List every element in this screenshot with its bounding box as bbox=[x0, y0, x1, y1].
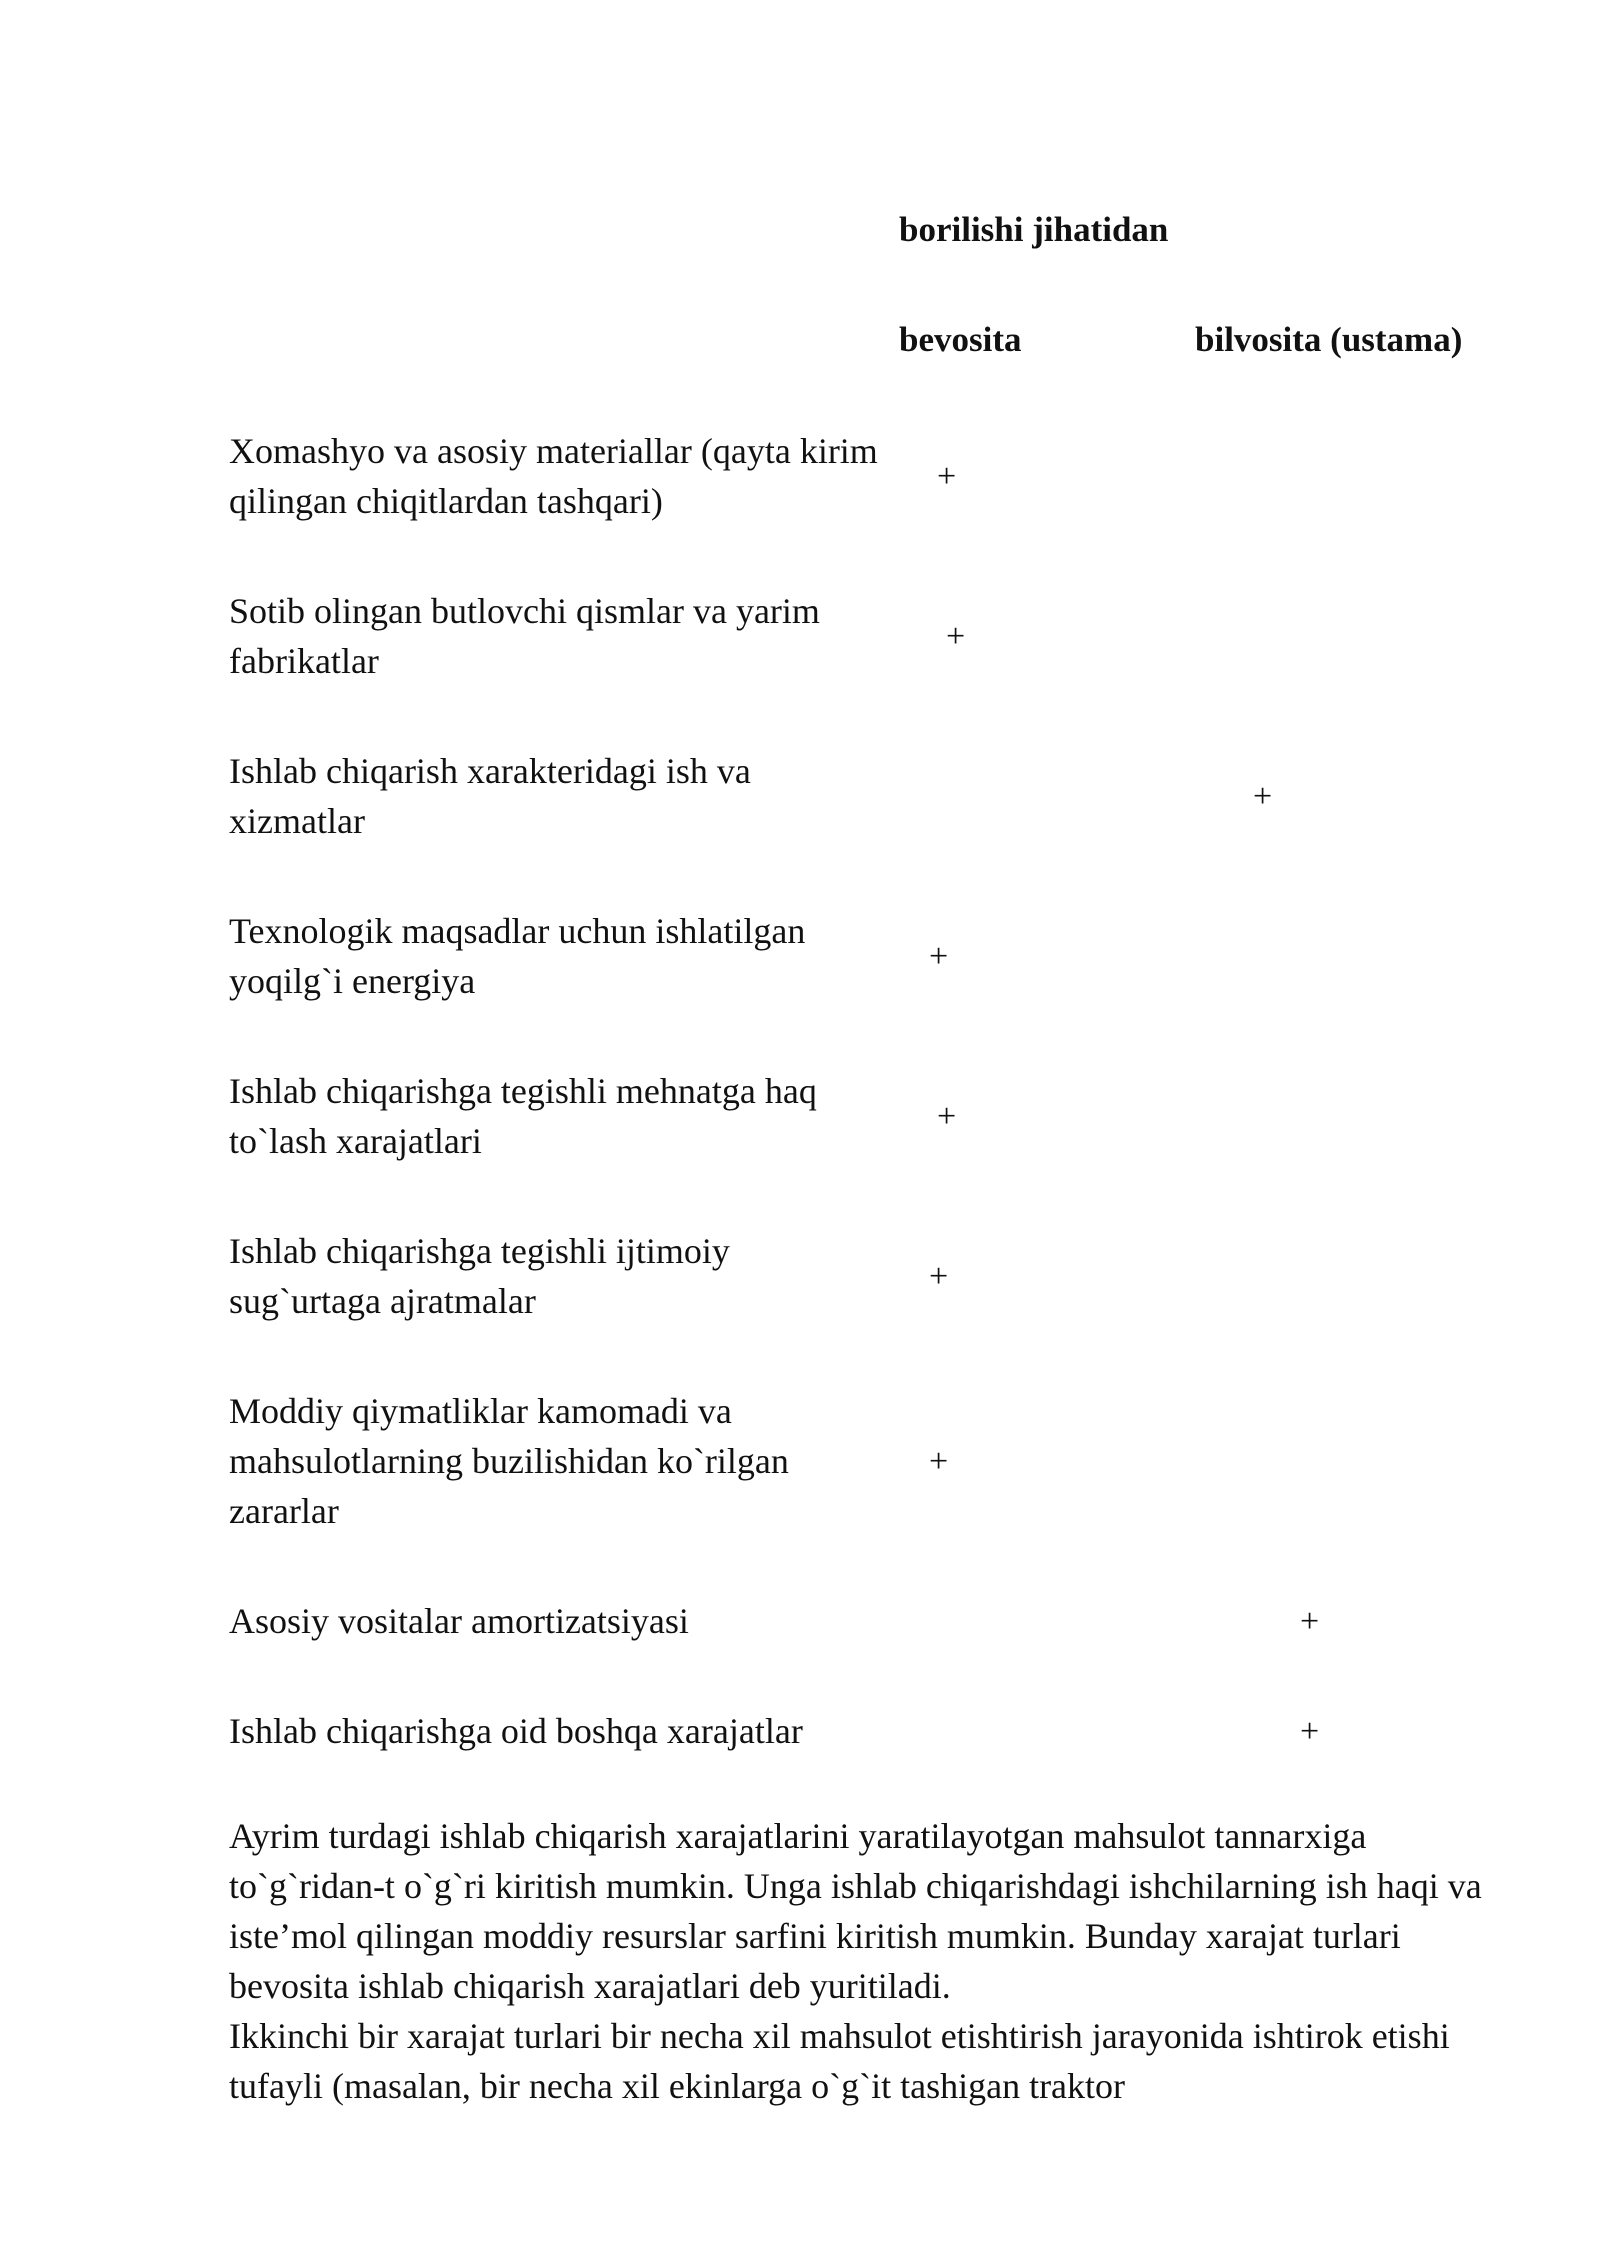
table-row-label: Sotib olingan butlovchi qismlar va yarim fabrikatlar bbox=[229, 591, 820, 681]
table-row-indirect-mark: + bbox=[1300, 1713, 1320, 1750]
table-row-label: Texnologik maqsadlar uchun ishlatilgan yoqilg`i energiya bbox=[229, 911, 806, 1001]
table-row-label: Asosiy vositalar amortizatsiyasi bbox=[229, 1601, 689, 1641]
table-row-label: Ishlab chiqarishga tegishli ijtimoiy sug`urtaga ajratmalar bbox=[229, 1231, 730, 1321]
table-row-direct-mark: + bbox=[937, 1098, 957, 1135]
table-row-direct-mark: + bbox=[929, 1258, 949, 1295]
table-row-direct-mark: + bbox=[929, 1443, 949, 1480]
table-row-direct-mark: + bbox=[937, 458, 957, 495]
table-row-direct-mark: + bbox=[946, 618, 966, 655]
table-row-indirect-mark: + bbox=[1300, 1603, 1320, 1640]
body-paragraph: Ikkinchi bir xarajat turlari bir necha xil mahsulot etishtirish jarayonida ishtirok etishi tufayli (masalan, bir necha xil ekinlarga o`g`it tashigan traktor bbox=[229, 2016, 1450, 2106]
table-row-direct-mark: + bbox=[929, 938, 949, 975]
table-row-label: Xomashyo va asosiy materiallar (qayta kirim qilingan chiqitlardan tashqari) bbox=[229, 431, 878, 521]
table-row-label: Ishlab chiqarish xarakteridagi ish va xizmatlar bbox=[229, 751, 751, 841]
body-paragraph: Ayrim turdagi ishlab chiqarish xarajatlarini yaratilayotgan mahsulot tannarxiga to`g`ridan-t o`g`ri kiritish mumkin. Unga ishlab chiqarishdagi ishchilarning ish haqi va iste’mol qilingan moddiy resurslar sarfini kiritish mumkin. Bunday xarajat turlari bevosita ishlab chiqarish xarajatlari deb yuritiladi. bbox=[229, 1816, 1482, 2006]
group-header: borilishi jihatidan bbox=[899, 210, 1169, 249]
table-row-label: Ishlab chiqarishga oid boshqa xarajatlar bbox=[229, 1711, 803, 1751]
column-header-direct: bevosita bbox=[899, 320, 1022, 359]
table-row-indirect-mark: + bbox=[1253, 778, 1273, 815]
column-header-indirect: bilvosita (ustama) bbox=[1195, 320, 1463, 359]
table-row-label: Ishlab chiqarishga tegishli mehnatga haq to`lash xarajatlari bbox=[229, 1071, 817, 1161]
table-row-label: Moddiy qiymatliklar kamomadi va mahsulotlarning buzilishidan ko`rilgan zararlar bbox=[229, 1391, 789, 1531]
